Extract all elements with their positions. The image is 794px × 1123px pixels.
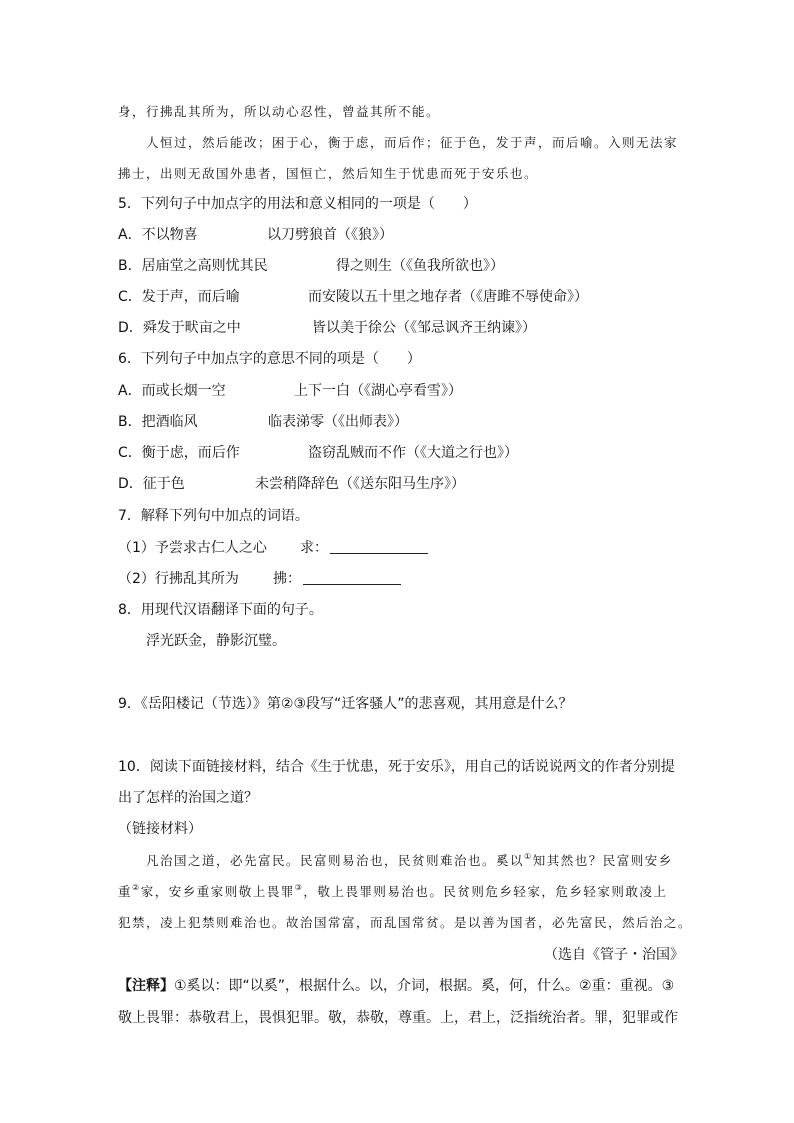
linked-material-label: （链接材料） xyxy=(118,821,202,837)
q5-option-b xyxy=(118,256,638,276)
q6-option-c-left: C．衡于虑，而后作 xyxy=(118,445,240,461)
q5-option-b-left: B．居庙堂之高则忧其民 xyxy=(118,258,268,274)
q6-option-a xyxy=(118,381,638,401)
passage-line-3: 拂士，出则无敌国外患者，国恒亡，然后知生于忧患而死于安乐也。 xyxy=(118,166,539,181)
q7-item-2 xyxy=(118,569,478,589)
q5-option-a-left: A．不以物喜 xyxy=(118,227,198,243)
question-8-stem: 8．用现代汉语翻译下面的句子。 xyxy=(118,602,323,618)
q8-sentence: 浮光跃金，静影沉璧。 xyxy=(146,633,286,649)
q7-item-1 xyxy=(118,538,478,558)
question-5-stem: 5．下列句子中加点字的用法和意义相同的一项是（ ） xyxy=(118,196,477,212)
q6-option-c-right: 盗窃乱贼而不作（《大道之行也》） xyxy=(308,445,518,461)
footnote-mark-2: ② xyxy=(132,883,141,892)
material-line-2-c: ，敬上畏罪则易治也。民贫则危乡轻家，危乡轻家则敢凌上 xyxy=(303,884,668,899)
notes-line-1 xyxy=(118,976,674,996)
q6-option-a-right: 上下一白（《湖心亭看雪》） xyxy=(294,383,462,399)
q7-item-1-sentence: （1）予尝求古仁人之心 xyxy=(118,540,267,556)
q5-option-b-right: 得之则生（《鱼我所欲也》） xyxy=(336,258,504,274)
q5-option-d-left: D．舜发于畎亩之中 xyxy=(118,320,241,336)
q6-option-d-right: 未尝稍降辞色（《送东阳马生序》） xyxy=(255,476,465,492)
q5-option-d xyxy=(118,318,638,338)
q5-option-d-right: 皆以美于徐公（《邹忌讽齐王纳谏》） xyxy=(312,320,536,336)
q6-option-d xyxy=(118,474,638,494)
material-line-3: 犯禁，凌上犯禁则难治也。故治国常富，而乱国常贫。是以善为国者，必先富民，然后治之。 xyxy=(118,915,693,930)
material-line-2-b: 家，安乡重家则敬上畏罪 xyxy=(140,884,295,899)
q7-item-2-sentence: （2）行拂乱其所为 xyxy=(118,571,239,587)
footnote-mark-1: ① xyxy=(524,852,533,861)
passage-line-1: 身，行拂乱其所为，所以动心忍性，曾益其所不能。 xyxy=(118,104,441,119)
q5-option-c-left: C．发于声，而后喻 xyxy=(118,289,240,305)
question-10-stem-line-1: 10．阅读下面链接材料，结合《生于忧患，死于安乐》，用自己的话说说两文的作者分别提 xyxy=(118,759,675,775)
material-line-1-a: 凡治国之道，必先富民。民富则易治也，民贫则难治也。奚以 xyxy=(146,853,525,868)
material-line-2-a: 重 xyxy=(118,884,133,899)
passage-line-2: 人恒过，然后能改；困于心，衡于虑，而后作；征于色，发于声，而后喻。入则无法家 xyxy=(146,135,679,150)
q5-option-c-right: 而安陵以五十里之地存者（《唐雎不辱使命》） xyxy=(308,289,588,305)
q7-item-2-answer-blank[interactable] xyxy=(303,570,401,585)
q7-item-1-answer-blank[interactable] xyxy=(330,539,428,554)
q6-option-a-left: A．而或长烟一空 xyxy=(118,383,226,399)
q5-option-a-right: 以刀劈狼首（《狼》） xyxy=(267,227,393,243)
q5-option-c xyxy=(118,287,638,307)
q6-option-b xyxy=(118,412,638,432)
footnote-mark-3: ③ xyxy=(294,883,304,892)
q6-option-c xyxy=(118,443,638,463)
notes-label: 【注释】 xyxy=(118,978,174,994)
material-line-2 xyxy=(118,882,667,902)
question-9-stem: 9．《岳阳楼记（节选）》第②③段写“迁客骚人”的悲喜观，其用意是什么？ xyxy=(118,696,573,712)
question-6-stem: 6．下列句子中加点字的意思不同的项是（ ） xyxy=(118,351,421,367)
question-7-stem: 7．解释下列句中加点的词语。 xyxy=(118,508,309,524)
q7-item-2-word: 拂： xyxy=(273,571,301,587)
q7-item-1-word: 求： xyxy=(300,540,328,556)
material-line-1-b: 知其然也？民富则安乡 xyxy=(532,853,673,868)
notes-line-1-text: ①奚以：即“以奚”，根据什么。以，介词，根据。奚，何，什么。②重：重视。③ xyxy=(174,978,675,994)
question-10-stem-line-2: 出了怎样的治国之道？ xyxy=(118,790,258,806)
q6-option-b-left: B．把酒临风 xyxy=(118,414,198,430)
q6-option-b-right: 临表涕零（《出师表》） xyxy=(268,414,408,430)
material-source: （选自《管子・治国》 xyxy=(544,947,684,963)
q6-option-d-left: D．征于色 xyxy=(118,476,185,492)
material-line-1 xyxy=(146,851,673,871)
q5-option-a xyxy=(118,225,638,245)
notes-line-2: 敬上畏罪：恭敬君上，畏惧犯罪。敬，恭敬，尊重。上，君上，泛指统治者。罪，犯罪或作 xyxy=(118,1010,678,1026)
